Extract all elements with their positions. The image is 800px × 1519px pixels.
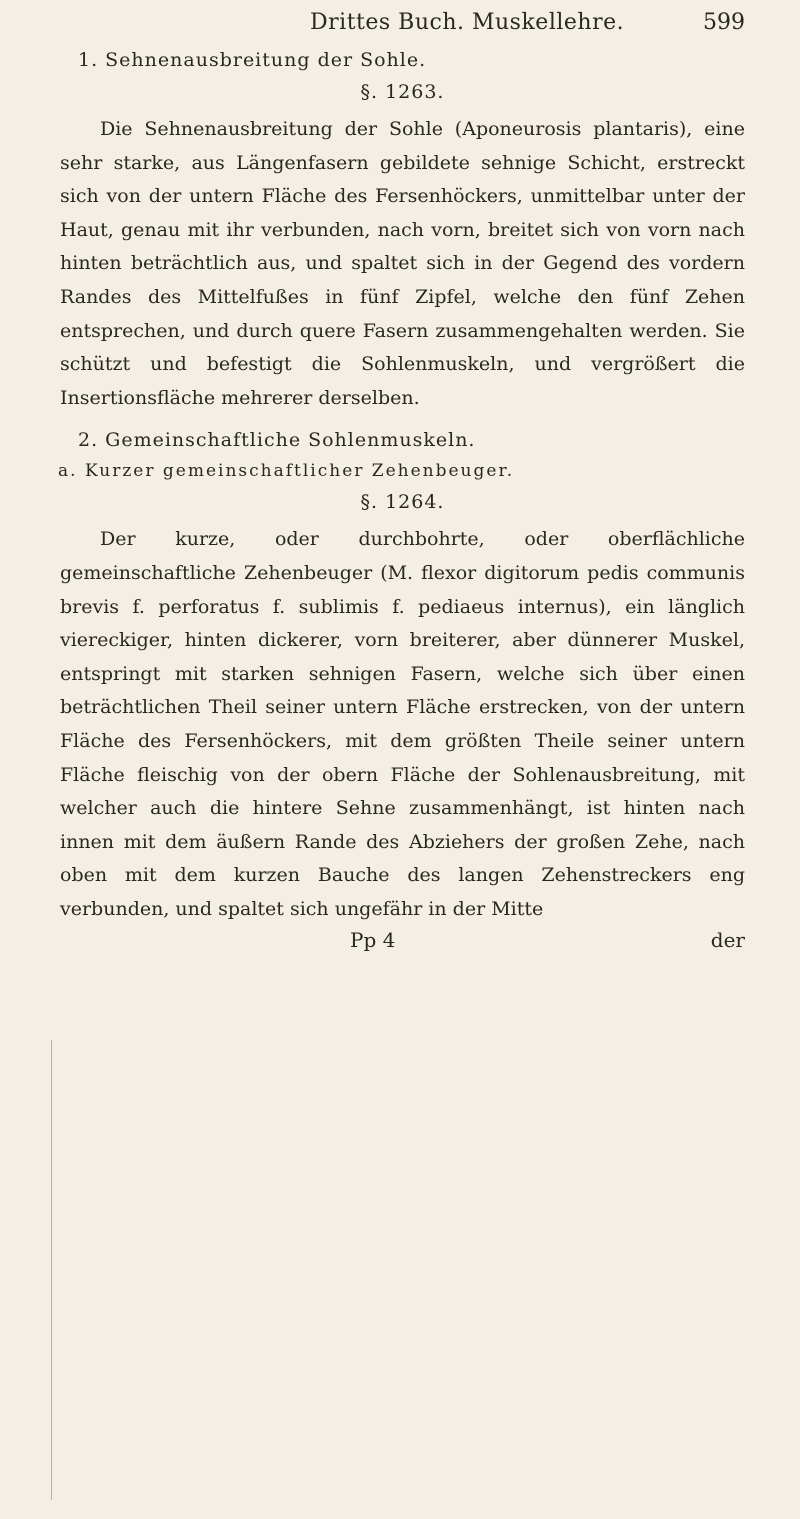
running-title: Drittes Buch. Muskellehre. — [310, 10, 625, 35]
paragraph-text: Die Sehnenausbreitung der Sohle (Aponeurosis plantaris), eine sehr starke, aus Längenfasern gebildete sehnige Schicht, erstreckt sich von der untern Fläche des Fersenhöckers, unmittelbar unter der Haut, genau mit ihr verbunden, nach vorn, breitet sich von vorn nach hinten beträchtlich aus, und spaltet sich in der Gegend des vordern Randes des Mittelfußes in fünf Zipfel, welche den fünf Zehen entsprechen, und durch quere Fasern zusammengehalten werden. Sie schützt und befestigt die Sohlenmuskeln, und vergrößert die Insertionsfläche mehrerer derselben. — [60, 118, 745, 409]
page-footer — [60, 928, 745, 952]
catchword: der — [710, 928, 745, 953]
paragraph-1263 — [60, 113, 745, 415]
running-header — [310, 10, 745, 35]
section-heading-1: 1. Sehnenausbreitung der Sohle. — [78, 49, 427, 71]
subsection-heading-a: a. Kurzer gemeinschaftlicher Zehenbeuger. — [58, 461, 515, 482]
signature-mark: Pp 4 — [350, 928, 396, 953]
paragraph-number-1263: §. 1263. — [360, 81, 445, 103]
page-number: 599 — [703, 10, 745, 35]
paragraph-number-1264: §. 1264. — [360, 491, 445, 514]
paragraph-1264 — [60, 523, 745, 926]
section-heading-2: 2. Gemeinschaftliche Sohlenmuskeln. — [78, 429, 476, 452]
margin-line — [51, 1040, 52, 1500]
paragraph-text: Der kurze, oder durchbohrte, oder oberflächliche gemeinschaftliche Zehenbeuger (M. flexor digitorum pedis communis brevis f. perforatus f. sublimis f. pediaeus internus), ein länglich viereckiger, hinten dickerer, vorn breiterer, aber dünnerer Muskel, entspringt mit starken sehnigen Fasern, welche sich über einen beträchtlichen Theil seiner untern Fläche erstrecken, von der untern Fläche des Fersenhöckers, mit dem größten Theile seiner untern Fläche fleischig von der obern Fläche der Sohlenausbreitung, mit welcher auch die hintere Sehne zusammenhängt, ist hinten nach innen mit dem äußern Rande des Abziehers der großen Zehe, nach oben mit dem kurzen Bauche des langen Zehenstreckers eng verbunden, und spaltet sich ungefähr in der Mitte — [60, 528, 745, 920]
